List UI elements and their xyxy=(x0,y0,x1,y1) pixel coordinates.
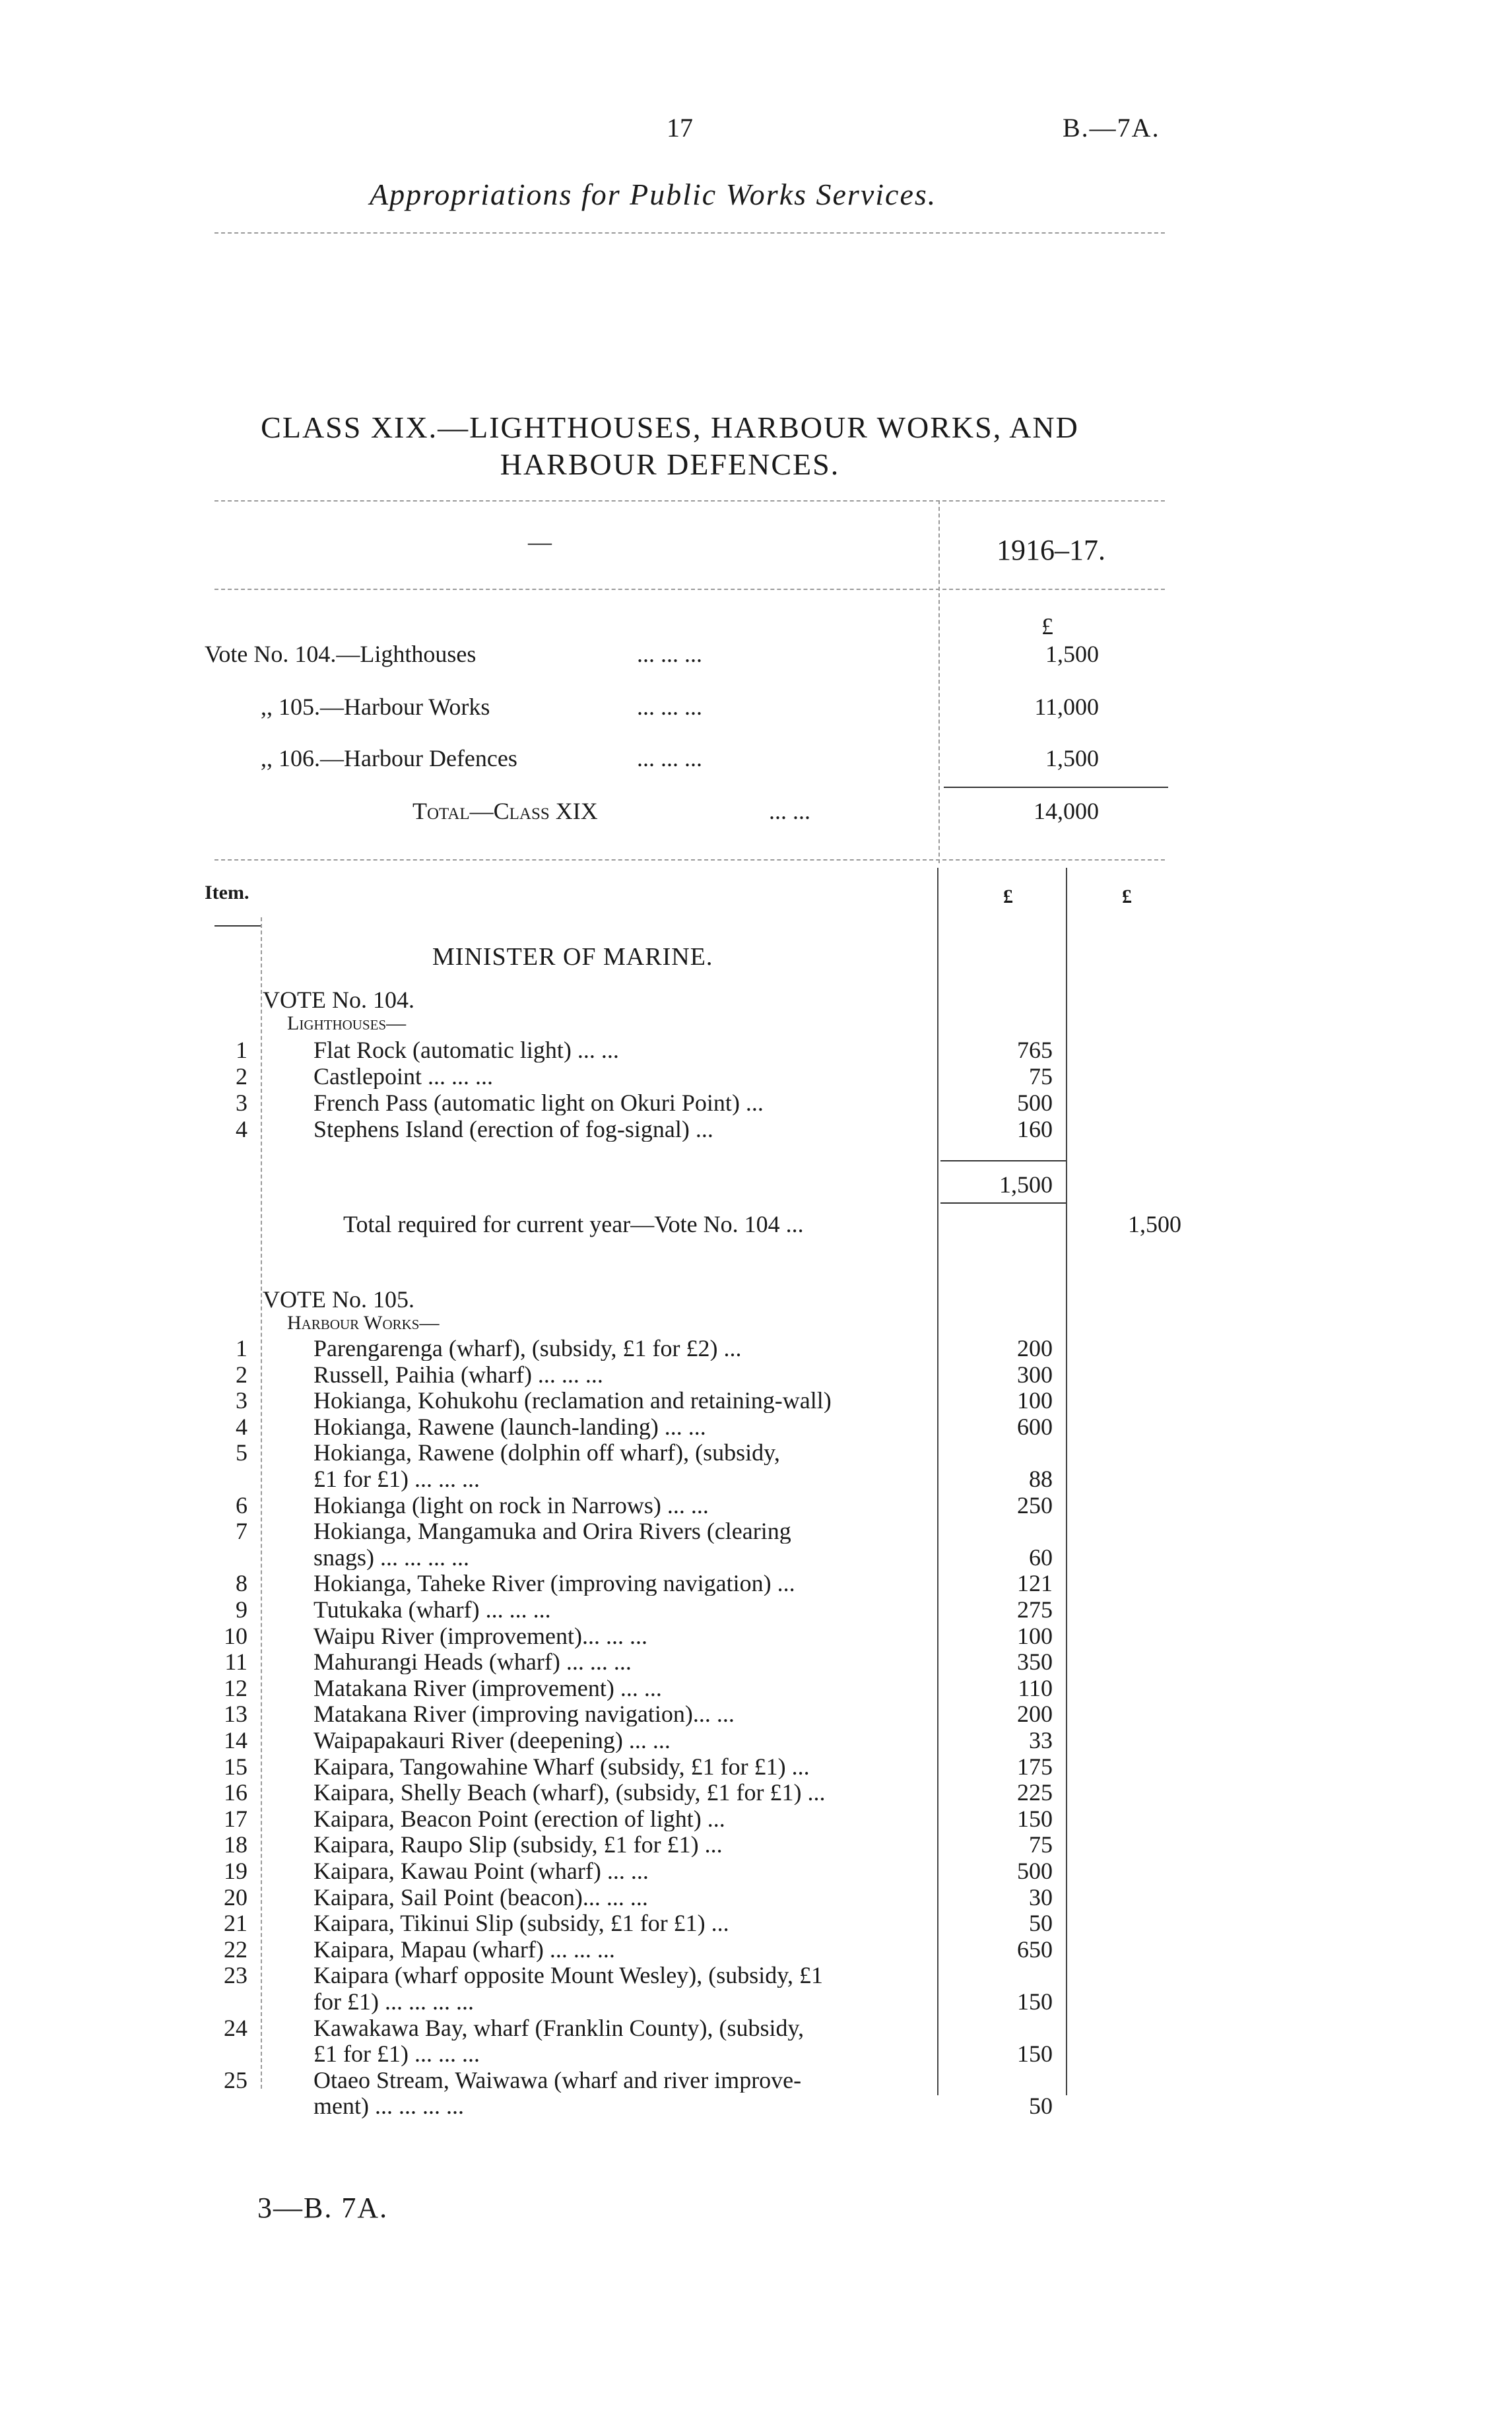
table-row xyxy=(0,1910,1512,1936)
item-amount: 30 xyxy=(1029,1883,1053,1910)
table-row xyxy=(0,1090,1512,1115)
table-row xyxy=(0,2015,1512,2041)
item-header-underline xyxy=(214,925,261,927)
class-title-line-2: HARBOUR DEFENCES. xyxy=(500,447,840,481)
table-row xyxy=(0,1885,1512,1910)
item-number: 7 xyxy=(236,1518,247,1545)
item-column-header: Item. xyxy=(205,882,249,903)
table-row xyxy=(0,1832,1512,1857)
item-amount: 225 xyxy=(1017,1779,1053,1806)
vote-104-subtotal: 1,500 xyxy=(999,1171,1053,1198)
item-description: Hokianga, Rawene (launch-landing) ... ... xyxy=(313,1414,706,1439)
currency-column-header: £ xyxy=(1003,886,1013,907)
summary-total-amount: 14,000 xyxy=(1034,798,1099,824)
item-description: Kaipara, Raupo Slip (subsidy, £1 for £1) ... xyxy=(313,1832,723,1858)
item-number: 5 xyxy=(236,1439,247,1466)
item-amount: 275 xyxy=(1017,1596,1053,1623)
item-number: 23 xyxy=(224,1962,247,1989)
item-description: Russell, Paihia (wharf) ... ... ... xyxy=(313,1361,603,1387)
item-number: 14 xyxy=(224,1727,247,1753)
item-amount: 75 xyxy=(1029,1831,1053,1858)
item-description: Stephens Island (erection of fog-signal) ... xyxy=(313,1117,713,1142)
summary-row-dots: ... ... ... xyxy=(637,694,702,720)
item-number: 12 xyxy=(224,1674,247,1701)
item-number: 3 xyxy=(236,1090,247,1116)
item-amount: 50 xyxy=(1029,2093,1053,2120)
item-amount: 200 xyxy=(1017,1335,1053,1361)
table-row xyxy=(0,1780,1512,1805)
item-number: 2 xyxy=(236,1361,247,1388)
item-description: Kaipara (wharf opposite Mount Wesley), (subsidy, £1 xyxy=(313,1963,823,1988)
item-description: Waipu River (improvement)... ... ... xyxy=(313,1623,647,1649)
item-number: 24 xyxy=(224,2014,247,2041)
table-row xyxy=(0,1336,1512,1361)
item-description: Mahurangi Heads (wharf) ... ... ... xyxy=(313,1649,632,1675)
item-amount: 60 xyxy=(1029,1544,1053,1571)
item-amount: 350 xyxy=(1017,1649,1053,1676)
item-amount: 200 xyxy=(1017,1701,1053,1728)
page-number: 17 xyxy=(667,113,693,143)
table-row xyxy=(0,1728,1512,1753)
item-amount: 600 xyxy=(1017,1413,1053,1440)
item-amount: 500 xyxy=(1017,1090,1053,1116)
class-title-line-1: CLASS XIX.—LIGHTHOUSES, HARBOUR WORKS, AND xyxy=(261,410,1079,444)
table-row xyxy=(0,1493,1512,1518)
item-amount: 33 xyxy=(1029,1727,1053,1753)
summary-year: 1916–17. xyxy=(997,534,1105,566)
running-title: Appropriations for Public Works Services. xyxy=(370,178,937,211)
vote-105-title: VOTE No. 105. xyxy=(263,1286,414,1313)
item-description: Kaipara, Mapau (wharf) ... ... ... xyxy=(313,1936,615,1962)
table-row xyxy=(0,1440,1512,1465)
summary-row-dots: ... ... ... xyxy=(637,745,702,771)
table-row xyxy=(0,1858,1512,1883)
vote-104-total-label: Total required for current year—Vote No. 104 ... xyxy=(343,1211,804,1237)
vote-104-subtotal-underline xyxy=(940,1202,1066,1204)
table-row xyxy=(0,2068,1512,2093)
item-description: for £1) ... ... ... ... xyxy=(313,1989,474,2014)
item-amount: 765 xyxy=(1017,1037,1053,1063)
item-number: 11 xyxy=(224,1649,247,1676)
item-amount: 650 xyxy=(1017,1936,1053,1963)
item-number: 4 xyxy=(236,1413,247,1440)
item-amount: 110 xyxy=(1018,1674,1053,1701)
summary-total-dots: ... ... xyxy=(769,798,810,824)
item-number: 18 xyxy=(224,1831,247,1858)
summary-row-label: ,, 105.—Harbour Works xyxy=(261,694,490,720)
vote-104-subtotal-rule xyxy=(940,1160,1066,1161)
table-row xyxy=(0,2093,1512,2118)
item-description: £1 for £1) ... ... ... xyxy=(313,1466,480,1491)
item-description: Hokianga, Mangamuka and Orira Rivers (clearing xyxy=(313,1518,791,1544)
table-row xyxy=(0,1545,1512,1570)
item-amount: 75 xyxy=(1029,1063,1053,1090)
table-row xyxy=(0,1754,1512,1779)
table-row xyxy=(0,1623,1512,1649)
summary-currency: £ xyxy=(1041,613,1053,639)
table-row xyxy=(0,1937,1512,1962)
item-description: Flat Rock (automatic light) ... ... xyxy=(313,1037,619,1062)
table-row xyxy=(0,1701,1512,1726)
item-description: Kaipara, Tikinui Slip (subsidy, £1 for £1) ... xyxy=(313,1910,729,1936)
table-row xyxy=(0,1806,1512,1831)
item-description: Parengarenga (wharf), (subsidy, £1 for £2) ... xyxy=(313,1336,742,1361)
summary-row-label: Vote No. 104.—Lighthouses xyxy=(205,641,477,667)
item-number: 1 xyxy=(236,1335,247,1361)
item-description: Hokianga, Kohukohu (reclamation and retaining-wall) xyxy=(313,1388,832,1414)
table-row xyxy=(0,1989,1512,2014)
item-number: 19 xyxy=(224,1858,247,1884)
item-description: Kaipara, Shelly Beach (wharf), (subsidy, £1 for £1) ... xyxy=(313,1780,826,1806)
currency-column-header: £ xyxy=(1122,886,1132,907)
item-number: 10 xyxy=(224,1622,247,1649)
table-row xyxy=(0,1676,1512,1701)
item-description: Kawakawa Bay, wharf (Franklin County), (subsidy, xyxy=(313,2015,805,2041)
item-number: 25 xyxy=(224,2066,247,2093)
item-description: £1 for £1) ... ... ... xyxy=(313,2041,480,2067)
item-amount: 500 xyxy=(1017,1858,1053,1884)
vote-105-subhead: Harbour Works— xyxy=(287,1312,440,1334)
item-amount: 150 xyxy=(1017,1805,1053,1832)
item-amount: 50 xyxy=(1029,1910,1053,1937)
item-description: Kaipara, Sail Point (beacon)... ... ... xyxy=(313,1884,648,1910)
table-row xyxy=(0,1518,1512,1544)
item-amount: 100 xyxy=(1017,1622,1053,1649)
item-number: 17 xyxy=(224,1805,247,1832)
document-reference: B.—7A. xyxy=(1063,113,1160,143)
table-row xyxy=(0,1064,1512,1089)
item-amount: 250 xyxy=(1017,1491,1053,1518)
table-row xyxy=(0,1571,1512,1596)
item-description: Matakana River (improvement) ... ... xyxy=(313,1675,662,1701)
table-row xyxy=(0,1362,1512,1387)
footer-signature: 3—B. 7A. xyxy=(257,2192,389,2224)
item-number: 16 xyxy=(224,1779,247,1806)
item-number: 4 xyxy=(236,1116,247,1142)
summary-total-label: Total—Class XIX xyxy=(412,798,598,824)
vote-104-total: 1,500 xyxy=(1128,1211,1181,1237)
summary-row-dots: ... ... ... xyxy=(637,641,702,667)
item-number: 20 xyxy=(224,1883,247,1910)
item-description: snags) ... ... ... ... xyxy=(313,1544,469,1570)
summary-row-amount: 11,000 xyxy=(1034,694,1099,720)
summary-row-amount: 1,500 xyxy=(1045,745,1099,771)
item-description: Kaipara, Beacon Point (erection of light) ... xyxy=(313,1806,725,1831)
item-description: Castlepoint ... ... ... xyxy=(313,1064,493,1089)
table-row xyxy=(0,1597,1512,1622)
summary-total-rule xyxy=(944,787,1168,788)
item-number: 9 xyxy=(236,1596,247,1623)
item-description: Kaipara, Kawau Point (wharf) ... ... xyxy=(313,1858,649,1883)
item-number: 13 xyxy=(224,1701,247,1728)
item-number: 6 xyxy=(236,1491,247,1518)
item-description: French Pass (automatic light on Okuri Point) ... xyxy=(313,1090,764,1115)
minister-heading: MINISTER OF MARINE. xyxy=(432,943,713,971)
item-number: 15 xyxy=(224,1753,247,1780)
item-description: Hokianga, Rawene (dolphin off wharf), (subsidy, xyxy=(313,1440,780,1466)
table-row xyxy=(0,1388,1512,1413)
summary-header-rule xyxy=(214,589,1165,590)
table-row xyxy=(0,1414,1512,1439)
item-number: 22 xyxy=(224,1936,247,1963)
table-row xyxy=(0,2041,1512,2066)
item-description: Tutukaka (wharf) ... ... ... xyxy=(313,1597,551,1622)
item-amount: 121 xyxy=(1017,1570,1053,1597)
table-row xyxy=(0,1963,1512,1988)
summary-row-amount: 1,500 xyxy=(1045,641,1099,667)
item-amount: 88 xyxy=(1029,1466,1053,1492)
summary-bottom-rule xyxy=(214,859,1165,861)
item-description: Matakana River (improving navigation)... ... xyxy=(313,1701,735,1727)
item-description: ment) ... ... ... ... xyxy=(313,2093,464,2119)
item-number: 8 xyxy=(236,1570,247,1597)
item-description: Hokianga (light on rock in Narrows) ... ... xyxy=(313,1492,709,1518)
vote-104-title: VOTE No. 104. xyxy=(263,987,414,1013)
table-row xyxy=(0,1649,1512,1674)
summary-header-dash: — xyxy=(528,529,552,555)
item-amount: 150 xyxy=(1017,1988,1053,2015)
item-number: 1 xyxy=(236,1037,247,1063)
item-amount: 100 xyxy=(1017,1387,1053,1414)
vote-104-subhead: Lighthouses— xyxy=(287,1012,407,1034)
item-amount: 175 xyxy=(1017,1753,1053,1780)
item-amount: 150 xyxy=(1017,2041,1053,2068)
table-row xyxy=(0,1466,1512,1491)
item-number: 21 xyxy=(224,1910,247,1937)
title-rule xyxy=(214,500,1165,502)
item-number: 2 xyxy=(236,1063,247,1090)
item-description: Otaeo Stream, Waiwawa (wharf and river improve- xyxy=(313,2067,802,2093)
item-description: Hokianga, Taheke River (improving navigation) ... xyxy=(313,1571,795,1596)
summary-row-label: ,, 106.—Harbour Defences xyxy=(261,745,517,771)
table-row xyxy=(0,1037,1512,1062)
item-description: Waipapakauri River (deepening) ... ... xyxy=(313,1728,671,1753)
table-row xyxy=(0,1117,1512,1142)
item-amount: 300 xyxy=(1017,1361,1053,1388)
item-description: Kaipara, Tangowahine Wharf (subsidy, £1 for £1) ... xyxy=(313,1753,810,1779)
header-rule xyxy=(214,232,1165,234)
item-amount: 160 xyxy=(1017,1116,1053,1142)
item-number: 3 xyxy=(236,1387,247,1414)
